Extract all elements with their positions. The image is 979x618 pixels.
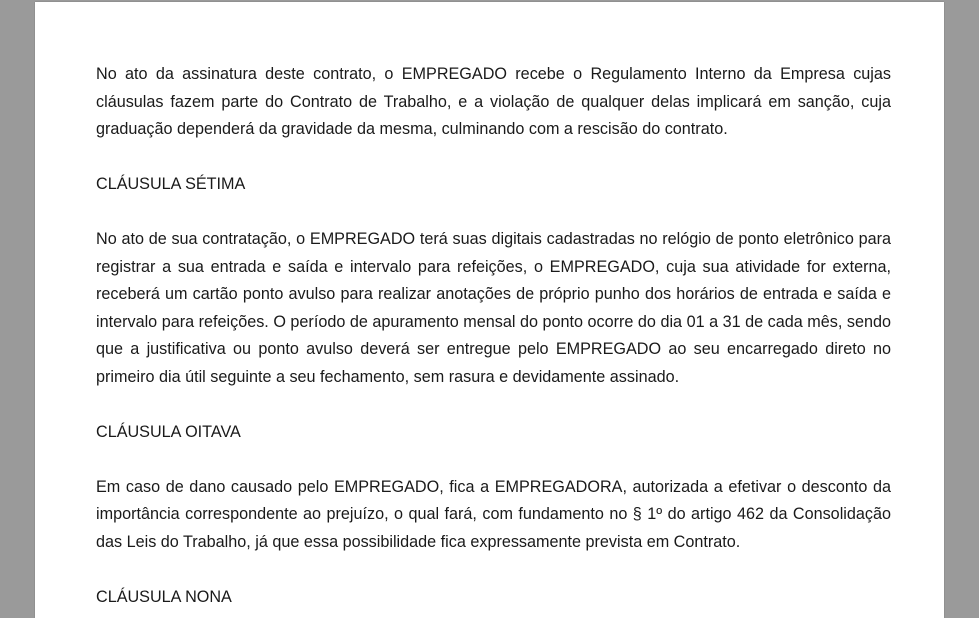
- paragraph-spacer: [96, 556, 891, 584]
- clause-paragraph-eighth: Em caso de dano causado pelo EMPREGADO, fica a EMPREGADORA, autorizada a efetivar o desconto da importância correspondente ao prejuízo, o qual fará, com fundamento no § 1º do artigo 462 da Consolidação das Leis do Trabalho, já que essa possibilidade fica expressamente prevista em Contrato.: [96, 477, 891, 551]
- clause-heading-seventh: CLÁUSULA SÉTIMA: [96, 175, 246, 193]
- clause-paragraph-seventh: No ato de sua contratação, o EMPREGADO terá suas digitais cadastradas no relógio de ponto eletrônico para registrar a sua entrada e saída e intervalo para refeições, o EMPREGADO, cuja sua atividade for externa, receberá um cartão ponto avulso para realizar anotações de próprio punho dos horários de entrada e saída e intervalo para refeições. O período de apuramento mensal do ponto ocorre do dia 01 a 31 de cada mês, sendo que a justificativa ou ponto avulso deverá ser entregue pelo EMPREGADO ao seu encarregado direto no primeiro dia útil seguinte a seu fechamento, sem rasura e devidamente assinado.: [96, 230, 891, 386]
- paragraph-spacer: [96, 199, 891, 227]
- paragraph-spacer: [96, 144, 891, 172]
- paragraph-spacer: [96, 391, 891, 419]
- clause-heading-ninth: CLÁUSULA NONA: [96, 587, 232, 606]
- clause-heading-eighth: CLÁUSULA OITAVA: [96, 422, 241, 441]
- clause-paragraph-intro: No ato da assinatura deste contrato, o EMPREGADO recebe o Regulamento Interno da Empresa cujas cláusulas fazem parte do Contrato de Trabalho, e a violação de qualquer delas implicará em sanção, cuja graduação dependerá da gravidade da mesma, culminando com a rescisão do contrato.: [96, 65, 891, 138]
- paragraph-spacer: [96, 446, 891, 474]
- document-page: [35, 2, 944, 618]
- page-content: [96, 61, 891, 611]
